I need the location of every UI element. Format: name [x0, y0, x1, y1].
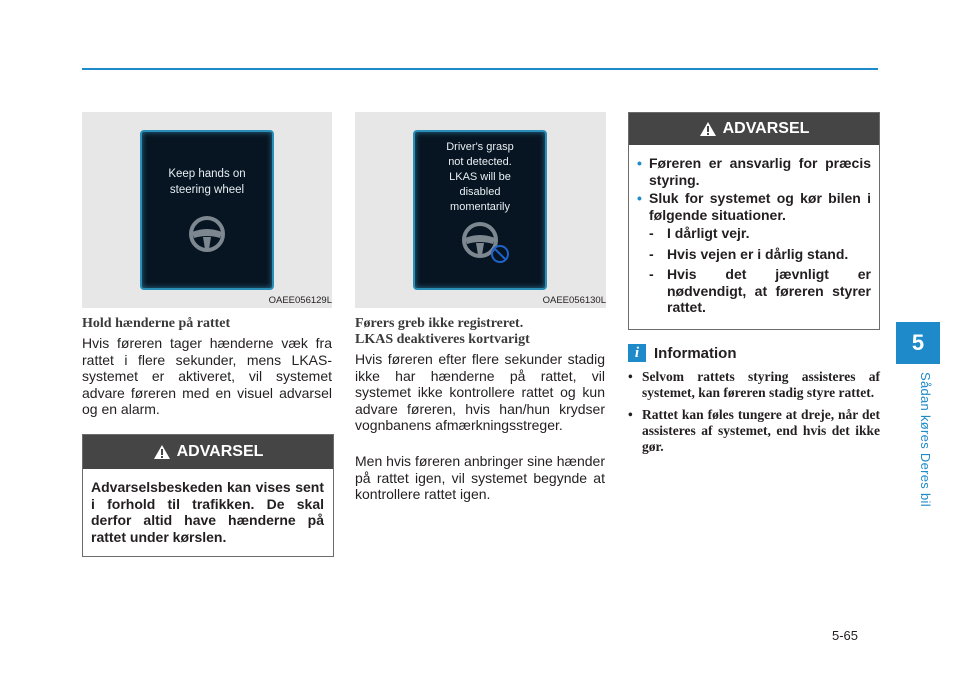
subitem-text: I dårligt vejr. [667, 225, 750, 241]
display-line: LKAS will be [449, 171, 511, 183]
figure-code: OAEE056129L [268, 295, 332, 306]
section-heading [355, 316, 607, 348]
information-bullet [628, 369, 880, 401]
warning-title: ADVARSEL [176, 443, 264, 460]
information-header [628, 344, 737, 362]
information-bullet [628, 407, 880, 455]
heading-line: LKAS deaktiveres kortvarigt [355, 332, 530, 347]
warning-box [628, 112, 880, 330]
display-line: steering wheel [169, 184, 245, 196]
warning-header [629, 113, 879, 145]
warning-bullet [637, 190, 871, 223]
steering-wheel-icon [187, 214, 227, 254]
warning-list [637, 155, 871, 223]
chapter-tab-label: Sådan køres Deres bil [918, 372, 933, 507]
display-line: Keep hands on [168, 168, 246, 180]
warning-header [83, 435, 333, 469]
page-number: 5-65 [832, 628, 859, 643]
bullet-text: Føreren er ansvarlig for præcis styring. [649, 155, 871, 188]
figure-grasp-not-detected [355, 112, 606, 308]
display-line: Driver's grasp [446, 141, 514, 153]
warning-text: Advarselsbeskeden kan vises sent i forhold til trafikken. De skal derfor altid have hænderne på rattet under kørslen. [91, 479, 324, 545]
bullet-dot-icon: • [637, 190, 642, 206]
bullet-text: Sluk for systemet og kør bilen i følgende situationer. [649, 190, 871, 223]
display-line: disabled [459, 186, 501, 198]
warning-text [629, 145, 879, 316]
information-list [628, 369, 880, 461]
chapter-tab-number: 5 [896, 322, 940, 364]
figure-keep-hands [82, 112, 332, 308]
display-line: momentarily [450, 201, 510, 213]
section-heading: Hold hænderne på rattet [82, 316, 231, 331]
steering-wheel-disabled-icon [460, 220, 516, 270]
warning-triangle-icon [153, 444, 171, 460]
warning-bullet [637, 155, 871, 188]
heading-line: Førers greb ikke registreret. [355, 316, 524, 331]
display-line: not detected. [448, 156, 512, 168]
warning-subitem: - Hvis vejen er i dårlig stand. [649, 245, 849, 262]
information-title: Information [654, 344, 737, 362]
section-paragraph: Men hvis føreren anbringer sine hænder på rattet igen, vil systemet begynde at kontrollere rattet igen. [355, 453, 605, 502]
top-rule [82, 68, 878, 70]
section-paragraph: Hvis føreren efter flere sekunder stadig ikke har hænderne på rattet, vil systemet ikke kontrollere rattet og kun advare føreren, hvis han/hun krydser vognbanens afmærkningsstreger. [355, 351, 605, 433]
subitem-text: Hvis vejen er i dårlig stand. [667, 245, 849, 262]
bullet-text: Selvom rattets styring assisteres af systemet, kan føreren stadig styre rattet. [642, 369, 880, 400]
subitem-text: Hvis det jævnligt er nødvendigt, at føreren styrer rattet. [667, 266, 871, 315]
warning-title: ADVARSEL [722, 120, 810, 137]
bullet-text: Rattet kan føles tungere at dreje, når det assisteres af systemet, end hvis det ikke gør. [642, 407, 880, 454]
cluster-display [140, 130, 274, 290]
figure-code: OAEE056130L [542, 295, 606, 306]
display-message [415, 140, 545, 215]
info-icon: i [628, 344, 646, 362]
cluster-display [413, 130, 547, 290]
section-paragraph: Hvis føreren tager hænderne væk fra rattet i flere sekunder, mens LKAS-systemet er aktiveret, vil systemet advare føreren med en visuel advarsel og en alarm. [82, 335, 332, 417]
bullet-dot-icon: • [637, 155, 642, 171]
warning-triangle-icon [699, 121, 717, 137]
warning-subitem: - I dårligt vejr. [649, 225, 750, 241]
bullet-dot-icon: • [628, 407, 633, 422]
display-message [142, 166, 272, 198]
warning-subitem: - Hvis det jævnligt er nødvendigt, at føreren styrer rattet. [649, 266, 871, 315]
bullet-dot-icon: • [628, 369, 633, 384]
warning-box [82, 434, 334, 557]
